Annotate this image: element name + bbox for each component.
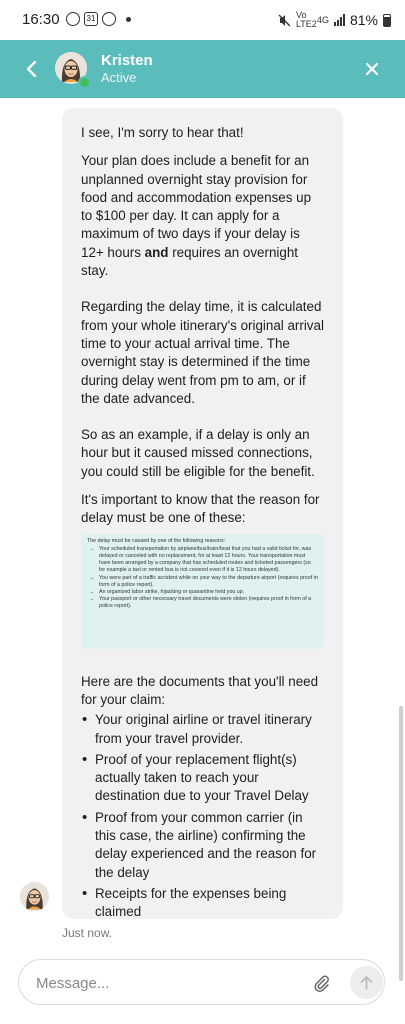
lte-label: Vo LTE2 [295, 10, 317, 29]
calendar-icon: 31 [84, 12, 98, 26]
message-avatar [20, 882, 49, 911]
message-text: requires an overnight stay. [81, 244, 298, 279]
status-time: 16:30 [22, 11, 60, 28]
document-item: • Proof from your common carrier (in this case, the airline) confirming the delay experienced and the reason for the delay [95, 809, 324, 882]
close-button[interactable] [359, 56, 385, 82]
message-text: Your plan does include a benefit for an unplanned overnight stay provision for food and accommodation expenses up to $100 per day. It can apply for a maximum of two days if your delay is 12+ hours [81, 153, 312, 260]
battery-icon [383, 14, 391, 27]
delay-reason-item: → Your passport or other necessary travel documents were stolen (requires proof in form of a police report). [87, 596, 318, 610]
delay-reasons-lead: The delay must be caused by one of the following reasons: [87, 537, 226, 544]
message-timestamp: Just now. [62, 926, 113, 940]
mute-icon [278, 14, 291, 27]
delay-reasons-list [87, 546, 318, 611]
paperclip-icon [311, 973, 331, 993]
message-input[interactable] [34, 960, 308, 1006]
arrow-up-icon [359, 974, 374, 991]
message-paragraph: It's important to know that the reason for delay must be one of these: [81, 492, 320, 526]
message-paragraph [81, 152, 324, 280]
back-button[interactable] [18, 55, 46, 83]
message-paragraph: Here are the documents that you'll need for your claim: [81, 673, 319, 707]
whatsapp-icon [66, 12, 80, 26]
online-indicator [78, 76, 91, 89]
agent-message-bubble [62, 108, 343, 919]
delay-reason-item: → An organized labor strike, hijacking or quarantine held you up. [87, 589, 318, 596]
message-paragraph: So as an example, if a delay is only an hour but it caused missed connections, you could still be eligible for the benefit. [81, 427, 315, 479]
status-bar [0, 0, 405, 40]
document-item: • Proof of your replacement flight(s) actually taken to reach your destination due to your Travel Delay [95, 751, 324, 806]
scrollbar[interactable] [399, 706, 403, 981]
message-paragraph: Regarding the delay time, it is calculated from your whole itinerary's original arrival time to your actual arrival time. The overnight stay is determined if the time during delay went from pm to am, or if the date advanced. [81, 299, 324, 406]
message-paragraph: I see, I'm sorry to hear that! [81, 125, 244, 140]
delay-reasons-image [81, 534, 324, 649]
chevron-left-icon [18, 55, 46, 83]
document-item: • Receipts for the expenses being claimed [95, 885, 324, 922]
attach-button[interactable] [311, 973, 331, 993]
battery-percent: 81% [349, 12, 378, 28]
document-item: • Your original airline or travel itinerary from your travel provider. [95, 711, 324, 748]
message-composer [18, 959, 385, 1005]
delay-reason-item: → Your scheduled transportation by airplane/bus/train/boat that you had a valid ticket for, was delayed or canceled with no replacement, for at least 12 hours. Your transportation must have been arranged by a company that has scheduled routes and ticketed passengers (so for example a taxi or rented bus is not covered even if it is 12 hours delayed). [87, 546, 318, 575]
send-button[interactable] [350, 966, 383, 999]
more-notifications-icon [126, 17, 131, 22]
system-icons [278, 11, 391, 29]
documents-list [81, 711, 324, 921]
close-icon [359, 56, 385, 82]
delay-reason-item: → You were part of a traffic accident while on your way to the departure airport (requires proof in form of a police report). [87, 575, 318, 589]
signal-icon [334, 14, 345, 26]
agent-name: Kristen [101, 52, 153, 69]
messenger-icon [102, 12, 116, 26]
message-bold-text: and [144, 244, 169, 260]
network-label: 4G [316, 14, 329, 25]
agent-status: Active [101, 70, 137, 85]
notification-icons [66, 12, 131, 26]
chat-header [0, 40, 405, 98]
avatar-illustration [20, 882, 49, 911]
